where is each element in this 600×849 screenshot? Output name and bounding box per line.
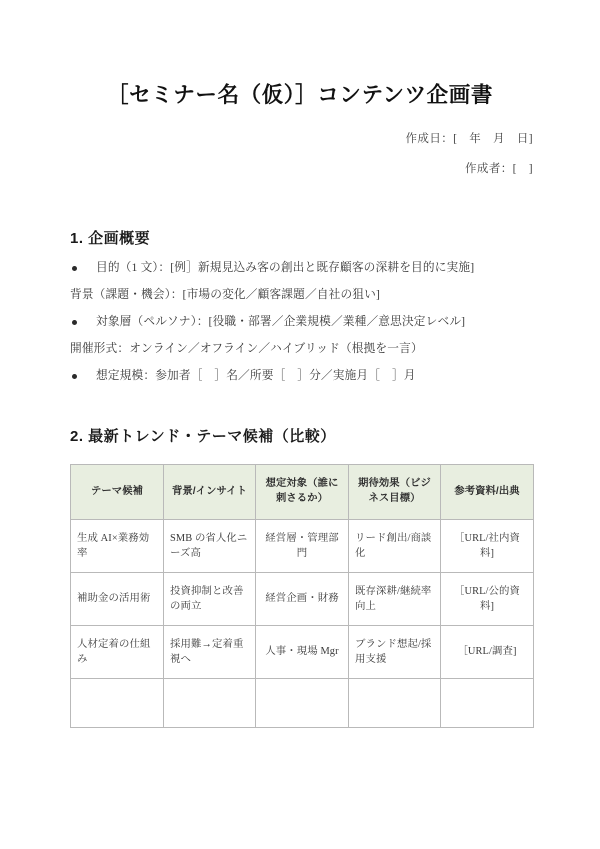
column-header-insight: 背景/インサイト	[164, 465, 256, 520]
table-cell-source: ［URL/調査]	[441, 626, 534, 679]
overview-item-label: 対象層（ペルソナ）：[役職・部署／企業規模／業種／意思決定レベル]	[96, 315, 466, 328]
table-cell-effect: ブランド想起/採用支援	[349, 626, 441, 679]
overview-list	[70, 261, 540, 396]
overview-item-label: 開催形式：オンライン／オフライン／ハイブリッド（根拠を一言）	[70, 342, 423, 355]
table-cell-insight: 採用難→定着重視へ	[164, 626, 256, 679]
column-header-source: 参考資料/出典	[441, 465, 534, 520]
bullet-icon	[72, 266, 77, 271]
column-header-effect: 期待効果（ビジネス目標）	[349, 465, 441, 520]
overview-item-label: 背景（課題・機会）：[市場の変化／顧客課題／自社の狙い]	[70, 288, 381, 301]
overview-item-label: 想定規模：参加者［ ］名／所要［ ］分／実施月［ ］月	[96, 369, 416, 382]
table-cell-insight	[164, 679, 256, 728]
table-cell-insight: SMB の省人化ニーズ高	[164, 520, 256, 573]
table-cell-insight: 投資抑制と改善の両立	[164, 573, 256, 626]
overview-item-label: 目的（1 文）：[例］新規見込み客の創出と既存顧客の深耕を目的に実施]	[96, 261, 475, 274]
overview-item	[70, 315, 540, 342]
bullet-icon	[72, 320, 77, 325]
table-cell-theme: 生成 AI×業務効率	[71, 520, 164, 573]
table-row	[71, 679, 534, 728]
column-header-target: 想定対象（誰に刺さるか）	[256, 465, 349, 520]
table-cell-effect	[349, 679, 441, 728]
overview-item	[70, 342, 540, 369]
table-row	[71, 626, 534, 679]
column-header-theme: テーマ候補	[71, 465, 164, 520]
table-cell-effect: リード創出/商談化	[349, 520, 441, 573]
author-field: 作成者：[ ]	[465, 162, 533, 175]
table-cell-source	[441, 679, 534, 728]
table-cell-target: 経営層・管理部門	[256, 520, 349, 573]
table-cell-effect: 既存深耕/継続率向上	[349, 573, 441, 626]
created-date-field: 作成日：[ 年 月 日]	[405, 133, 533, 145]
table-cell-target	[256, 679, 349, 728]
bullet-icon	[72, 374, 77, 379]
table-cell-source: ［URL/公的資料]	[441, 573, 534, 626]
overview-item	[70, 261, 540, 288]
section-heading-trends: 2. 最新トレンド・テーマ候補（比較）	[70, 428, 336, 445]
trend-comparison-table	[70, 464, 534, 728]
overview-item	[70, 369, 540, 396]
table-cell-target: 経営企画・財務	[256, 573, 349, 626]
table-cell-source: ［URL/社内資料]	[441, 520, 534, 573]
table-cell-theme	[71, 679, 164, 728]
table-cell-target: 人事・現場 Mgr	[256, 626, 349, 679]
page-title: ［セミナー名（仮）］コンテンツ企画書	[107, 83, 493, 107]
table-cell-theme: 人材定着の仕組み	[71, 626, 164, 679]
table-cell-theme: 補助金の活用術	[71, 573, 164, 626]
section-heading-overview: 1. 企画概要	[70, 230, 151, 247]
table-header-row	[71, 465, 534, 520]
overview-item	[70, 288, 540, 315]
table-row	[71, 573, 534, 626]
document-meta	[133, 133, 533, 175]
table-row	[71, 520, 534, 573]
